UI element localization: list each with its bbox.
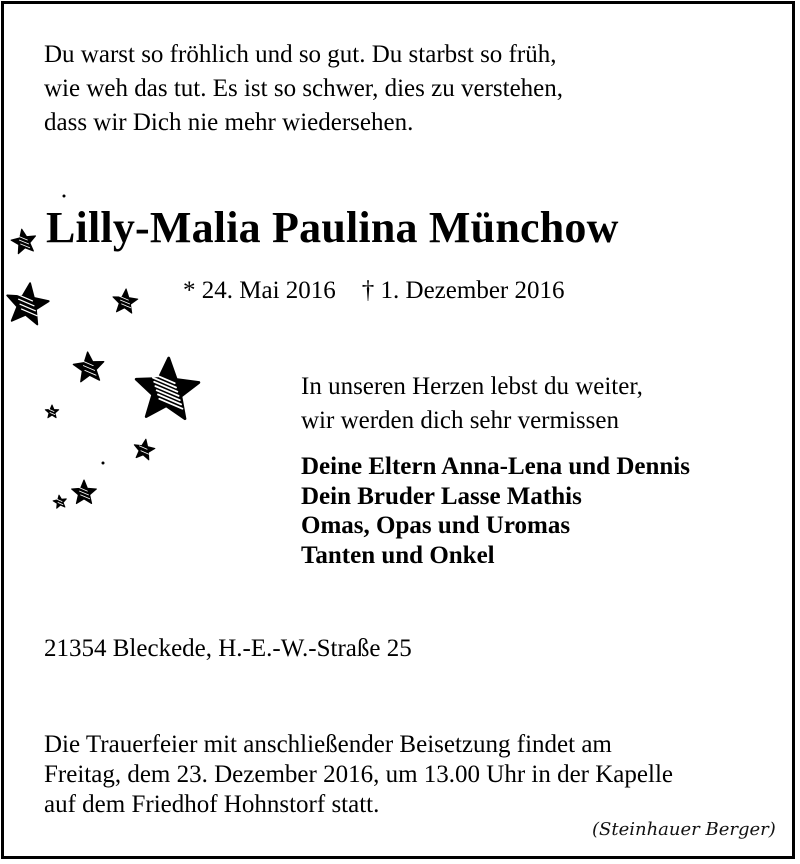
poem [44,38,563,140]
poem-line: wie weh das tut. Es ist so schwer, dies zu verstehen, [44,75,564,102]
address: 21354 Bleckede, H.-E.-W.-Straße 25 [44,635,412,662]
memorial-verse [301,370,643,438]
poem-line: Du warst so fröhlich und so gut. Du starbst so früh, [44,41,557,68]
poem-line: dass wir Dich nie mehr wiedersehen. [44,109,414,136]
funeral-line: auf dem Friedhof Hohnstorf statt. [44,791,380,818]
birth-date: * 24. Mai 2016 [183,277,336,304]
funeral-line: Die Trauerfeier mit anschließender Beisetzung findet am [44,731,612,758]
mourner-line: Deine Eltern Anna-Lena und Dennis [301,453,690,480]
verse-line: In unseren Herzen lebst du weiter, [301,373,643,400]
mourner-line: Dein Bruder Lasse Mathis [301,482,582,510]
signature: (Steinhauer Berger) [592,819,776,840]
mourner-line: Tanten und Onkel [301,541,495,569]
funeral-line: Freitag, dem 23. Dezember 2016, um 13.00 Uhr in der Kapelle [44,761,673,788]
verse-line: wir werden dich sehr vermissen [301,407,619,434]
deceased-name: Lilly-Malia Paulina Münchow [46,203,619,252]
death-date: † 1. Dezember 2016 [361,277,565,304]
mourner-line: Omas, Opas und Uromas [301,512,571,539]
life-dates [183,275,565,307]
mourners-list [301,452,690,570]
funeral-notice [44,730,673,820]
